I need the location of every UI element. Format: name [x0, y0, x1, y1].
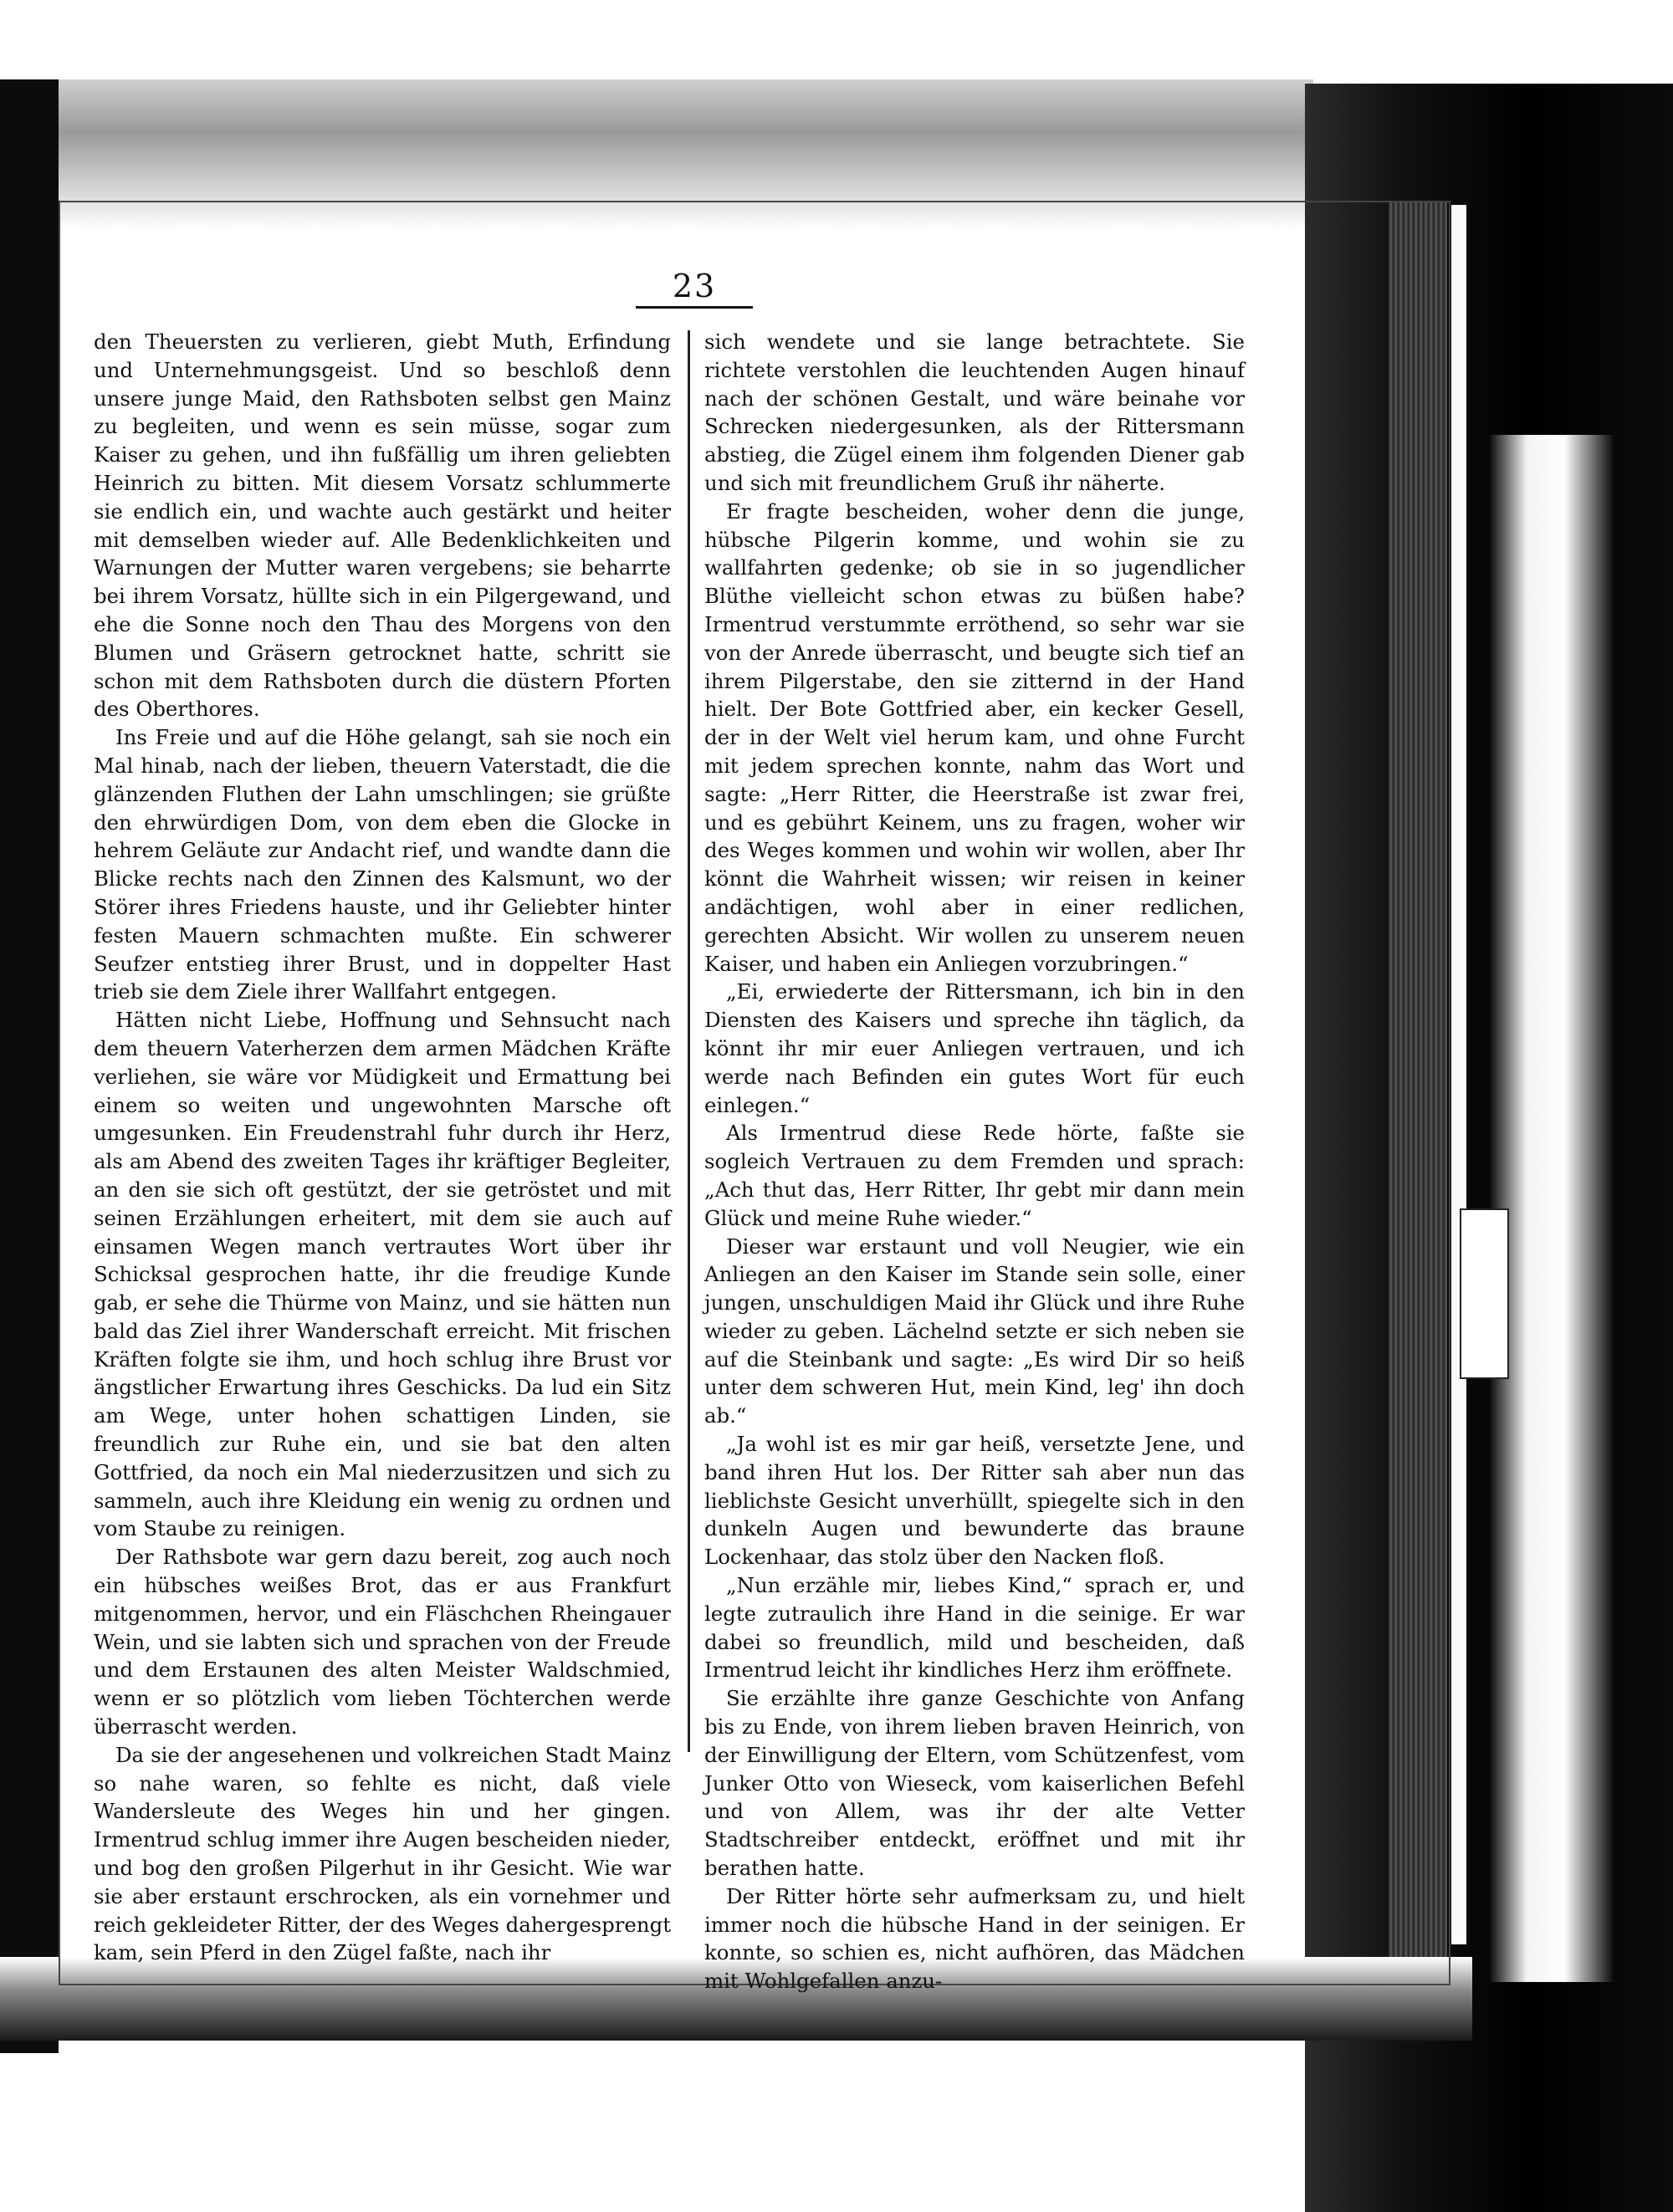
paragraph: Der Rathsbote war gern dazu bereit, zog auch noch ein hübsches weißes Brot, das er aus Frankfurt mitgenommen, hervor, und ein Fläschchen Rheingauer Wein, und sie labten sich und sprachen von der Freude und dem Erstaunen des alten Meister Waldschmied, wenn er so plötzlich vom lieben Töchterchen werde überrascht werden.: [94, 1545, 671, 1739]
paragraph: Ins Freie und auf die Höhe gelangt, sah sie noch ein Mal hinab, nach der lieben, theuern Vaterstadt, die die glänzenden Fluthen der Lahn umschlingen; sie grüßte den ehrwürdigen Dom, von dem eben die Glocke in hehrem Geläute zur Andacht rief, und wandte dann die Blicke rechts nach den Zinnen des Kalsmunt, wo der Störer ihres Friedens hauste, und ihr Geliebter hinter festen Mauern schmachten mußte. Ein schwerer Seufzer entstieg ihrer Brust, und in doppelter Hast trieb sie dem Ziele ihrer Wallfahrt entgegen.: [94, 725, 671, 1004]
paragraph: Der Ritter hörte sehr aufmerksam zu, und hielt immer noch die hübsche Hand in der seinigen. Er konnte, so schien es, nicht aufhören, das Mädchen mit Wohlgefallen anzu-: [704, 1883, 1245, 1994]
paragraph: Als Irmentrud diese Rede hörte, faßte sie sogleich Vertrauen zu dem Fremden und sprach: „Ach thut das, Herr Ritter, Ihr gebt mir dann mein Glück und meine Ruhe wieder.“: [704, 1121, 1245, 1230]
scan-page-edge: [1451, 205, 1466, 1944]
scan-left-border: [0, 79, 59, 2053]
paragraph: „Ja wohl ist es mir gar heiß, versetzte Jene, und band ihren Hut los. Der Ritter sah aber nun das lieblichste Gesicht unverhüllt, spiegelte sich in den dunkeln Augen und bewunderte das braune Lockenhaar, das stolz über den Nacken floß.: [704, 1432, 1245, 1570]
scan-paper-tab: [1460, 1208, 1509, 1379]
paragraph: Sie erzählte ihre ganze Geschichte von Anfang bis zu Ende, von ihrem lieben braven Heinrich, von der Einwilligung der Eltern, vom Schützenfest, vom Junker Otto von Wieseck, vom kaiserlichen Befehl und von Allem, was ihr der alte Vetter Stadtschreiber entdeckt, eröffnet und mit ihr berathen hatte.: [704, 1686, 1245, 1881]
right-column: [704, 328, 1245, 1995]
left-column: [94, 328, 671, 1967]
column-divider: [688, 330, 690, 1752]
paragraph: „Nun erzähle mir, liebes Kind,“ sprach er, und legte zutraulich ihre Hand in die seinige. Er war dabei so freundlich, mild und bescheiden, daß Irmentrud leicht ihr kindliches Herz ihm eröffnete.: [704, 1573, 1245, 1683]
page-number: 23: [636, 268, 753, 309]
paragraph: „Ei, erwiederte der Rittersmann, ich bin in den Diensten des Kaisers und spreche ihn täglich, da könnt ihr mir euer Anliegen vertrauen, und ich werde nach Befinden ein gutes Wort für euch einlegen.“: [704, 979, 1245, 1117]
paragraph: Hätten nicht Liebe, Hoffnung und Sehnsucht nach dem theuern Vaterherzen dem armen Mädchen Kräfte verliehen, sie wäre vor Müdigkeit und Ermattung bei einem so weiten und ungewohnten Marsche oft umgesunken. Ein Freudenstrahl fuhr durch ihr Herz, als am Abend des zweiten Tages ihr kräftiger Begleiter, an den sie sich oft gestützt, der sie getröstet und mit seinen Erzählungen erheitert, mit dem sie auch auf einsamen Wegen manch vertrautes Wort über ihr Schicksal gesprochen hatte, ihr die freudige Kunde gab, er sehe die Thürme von Mainz, und sie hätten nun bald das Ziel ihrer Wanderschaft erreicht. Mit frischen Kräften folgte sie ihm, und hoch schlug ihre Brust vor ängstlicher Erwartung ihres Geschicks. Da lud ein Sitz am Wege, unter hohen schattigen Linden, sie freundlich zur Ruhe ein, und sie bat den alten Gottfried, da noch ein Mal niederzusitzen und sich zu sammeln, auch ihre Kleidung ein wenig zu ordnen und vom Staube zu reinigen.: [94, 1008, 671, 1541]
paragraph: sich wendete und sie lange betrachtete. Sie richtete verstohlen die leuchtenden Augen hinauf nach der schönen Gestalt, und wäre beinahe vor Schrecken niedergesunken, als der Rittersmann abstieg, die Zügel einem ihm folgenden Diener gab und sich mit freundlichem Gruß ihr näherte.: [704, 330, 1245, 495]
paragraph: Da sie der angesehenen und volkreichen Stadt Mainz so nahe waren, so fehlte es nicht, daß viele Wandersleute des Weges hin und her gingen. Irmentrud schlug immer ihre Augen bescheiden nieder, und bog den großen Pilgerhut in ihr Gesicht. Wie war sie aber erstaunt erschrocken, als ein vornehmer und reich gekleideter Ritter, der des Weges dahergesprengt kam, sein Pferd in den Zügel faßte, nach ihr: [94, 1742, 671, 1965]
paragraph: Er fragte bescheiden, woher denn die junge, hübsche Pilgerin komme, und wohin sie zu wallfahrten gedenke; ob sie in so jugendlicher Blüthe vielleicht schon etwas zu büßen habe? Irmentrud verstummte erröthend, so sehr war sie von der Anrede überrascht, und beugte sich tief an ihrem Pilgerstabe, den sie zitternd in der Hand hielt. Der Bote Gottfried aber, ein kecker Gesell, der in der Welt viel herum kam, und ohne Furcht mit jedem sprechen konnte, nahm das Wort und sagte: „Herr Ritter, die Heerstraße ist zwar frei, und es gebührt Keinem, uns zu fragen, woher wir des Weges kommen und wohin wir wollen, aber Ihr könnt die Wahrheit wissen; wir reisen in keiner andächtigen, wohl aber in einer redlichen, gerechten Absicht. Wir wollen zu unserem neuen Kaiser, und haben ein Anliegen vorzubringen.“: [704, 498, 1245, 976]
paragraph: Dieser war erstaunt und voll Neugier, wie ein Anliegen an den Kaiser im Stande sein solle, einer jungen, unschuldigen Maid ihr Glück und ihre Ruhe wieder zu geben. Lächelnd setzte er sich neben sie auf die Steinbank und sagte: „Es wird Dir so heiß unter dem schweren Hut, mein Kind, leg' ihn doch ab.“: [704, 1234, 1245, 1428]
paragraph: den Theuersten zu verlieren, giebt Muth, Erfindung und Unternehmungsgeist. Und so beschloß denn unsere junge Maid, den Rathsboten selbst gen Mainz zu begleiten, und wenn es sein müsse, sogar zum Kaiser zu gehen, und ihn fußfällig um ihren geliebten Heinrich zu bitten. Mit diesem Vorsatz schlummerte sie endlich ein, und wachte auch gestärkt und heiter mit demselben wieder auf. Alle Bedenklichkeiten und Warnungen der Mutter waren vergebens; sie beharrte bei ihrem Vorsatz, hüllte sich in ein Pilgergewand, und ehe die Sonne noch den Thau des Morgens von den Blumen und Gräsern getrocknet hatte, schritt sie schon mit dem Rathsboten durch die düstern Pforten des Oberthores.: [94, 330, 671, 722]
